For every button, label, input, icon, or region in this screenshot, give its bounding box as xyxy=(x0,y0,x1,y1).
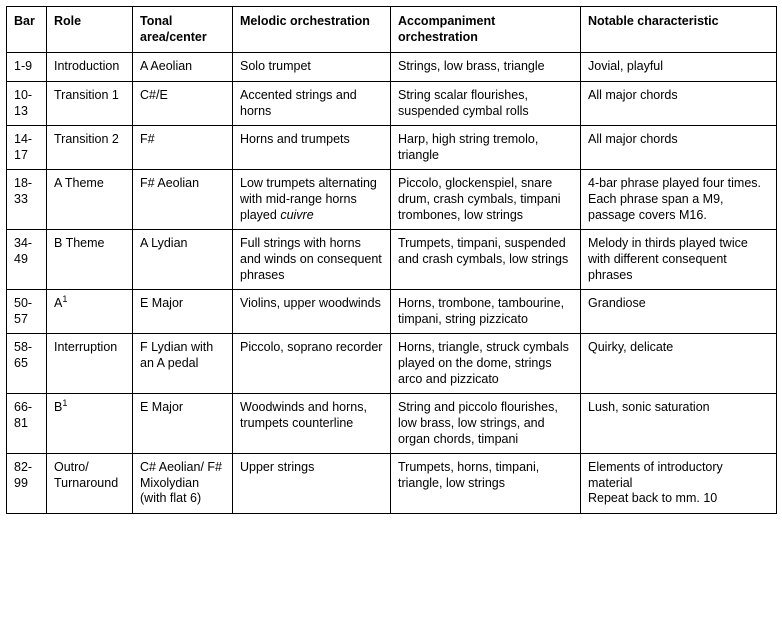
cell-melodic-orchestration: Solo trumpet xyxy=(233,53,391,82)
column-header-notable-characteristic: Notable characteristic xyxy=(581,7,777,53)
table-row xyxy=(7,394,777,454)
cell-accompaniment-orchestration: Strings, low brass, triangle xyxy=(391,53,581,82)
column-header-bar: Bar xyxy=(7,7,47,53)
cell-tonal-area: F Lydian with an A pedal xyxy=(133,334,233,394)
cell-tonal-area: E Major xyxy=(133,394,233,454)
cell-notable-characteristic: Jovial, playful xyxy=(581,53,777,82)
cell-accompaniment-orchestration: Harp, high string tremolo, triangle xyxy=(391,126,581,170)
cell-melodic-orchestration xyxy=(233,170,391,230)
cell-notable-characteristic: All major chords xyxy=(581,126,777,170)
table-header-row xyxy=(7,7,777,53)
role-label: A xyxy=(54,296,63,311)
column-header-accompaniment-orchestration: Accompaniment orchestration xyxy=(391,7,581,53)
cell-accompaniment-orchestration: String scalar flourishes, suspended cymbal rolls xyxy=(391,81,581,125)
cell-tonal-area: E Major xyxy=(133,290,233,334)
cell-role: A Theme xyxy=(47,170,133,230)
cell-accompaniment-orchestration: Trumpets, timpani, suspended and crash cymbals, low strings xyxy=(391,230,581,290)
cell-melodic-orchestration: Woodwinds and horns, trumpets counterline xyxy=(233,394,391,454)
cell-melodic-orchestration: Full strings with horns and winds on consequent phrases xyxy=(233,230,391,290)
cell-role xyxy=(47,290,133,334)
cell-bar: 34-49 xyxy=(7,230,47,290)
cell-melodic-orchestration: Horns and trumpets xyxy=(233,126,391,170)
cell-tonal-area: C#/E xyxy=(133,81,233,125)
cell-role: Introduction xyxy=(47,53,133,82)
cell-notable-characteristic: All major chords xyxy=(581,81,777,125)
column-header-melodic-orchestration: Melodic orchestration xyxy=(233,7,391,53)
melodic-text-a-theme: Low trumpets alternating with mid-range horns played cuivre xyxy=(240,176,377,222)
cell-role xyxy=(47,394,133,454)
column-header-tonal-area: Tonal area/center xyxy=(133,7,233,53)
table-row xyxy=(7,290,777,334)
cell-bar: 82-99 xyxy=(7,454,47,514)
cell-tonal-area: A Aeolian xyxy=(133,53,233,82)
cell-notable-characteristic: Grandiose xyxy=(581,290,777,334)
musical-form-analysis-table xyxy=(6,6,777,514)
cell-melodic-orchestration: Upper strings xyxy=(233,454,391,514)
role-label: B xyxy=(54,400,63,415)
cell-notable-characteristic: Quirky, delicate xyxy=(581,334,777,394)
table-row xyxy=(7,126,777,170)
cell-bar: 66-81 xyxy=(7,394,47,454)
table-row xyxy=(7,53,777,82)
cell-bar: 58-65 xyxy=(7,334,47,394)
cell-tonal-area: A Lydian xyxy=(133,230,233,290)
cell-role: Outro/ Turnaround xyxy=(47,454,133,514)
table-row xyxy=(7,81,777,125)
cell-notable-characteristic: 4-bar phrase played four times. Each phrase span a M9, passage covers M16. xyxy=(581,170,777,230)
cell-role: Interruption xyxy=(47,334,133,394)
role-superscript: 1 xyxy=(62,293,68,304)
cell-bar: 1-9 xyxy=(7,53,47,82)
cell-bar: 10-13 xyxy=(7,81,47,125)
melodic-italic-term: cuivre xyxy=(280,207,314,222)
cell-notable-characteristic xyxy=(581,454,777,514)
cell-melodic-orchestration: Accented strings and horns xyxy=(233,81,391,125)
cell-tonal-area: F# xyxy=(133,126,233,170)
column-header-role: Role xyxy=(47,7,133,53)
cell-accompaniment-orchestration: Piccolo, glockenspiel, snare drum, crash cymbals, timpani trombones, low strings xyxy=(391,170,581,230)
cell-bar: 18-33 xyxy=(7,170,47,230)
cell-bar: 50-57 xyxy=(7,290,47,334)
cell-notable-characteristic: Melody in thirds played twice with different consequent phrases xyxy=(581,230,777,290)
notable-line-2: Repeat back to mm. 10 xyxy=(588,491,718,506)
cell-melodic-orchestration: Violins, upper woodwinds xyxy=(233,290,391,334)
table-row xyxy=(7,334,777,394)
cell-accompaniment-orchestration: Horns, trombone, tambourine, timpani, string pizzicato xyxy=(391,290,581,334)
cell-notable-characteristic: Lush, sonic saturation xyxy=(581,394,777,454)
cell-bar: 14-17 xyxy=(7,126,47,170)
cell-tonal-area: F# Aeolian xyxy=(133,170,233,230)
cell-accompaniment-orchestration: Trumpets, horns, timpani, triangle, low strings xyxy=(391,454,581,514)
cell-accompaniment-orchestration: Horns, triangle, struck cymbals played on the dome, strings arco and pizzicato xyxy=(391,334,581,394)
cell-accompaniment-orchestration: String and piccolo flourishes, low brass, low strings, and organ chords, timpani xyxy=(391,394,581,454)
table-row xyxy=(7,230,777,290)
cell-role: Transition 2 xyxy=(47,126,133,170)
table-row xyxy=(7,170,777,230)
role-superscript: 1 xyxy=(62,398,68,409)
cell-tonal-area: C# Aeolian/ F# Mixolydian (with flat 6) xyxy=(133,454,233,514)
table-row xyxy=(7,454,777,514)
cell-role: B Theme xyxy=(47,230,133,290)
cell-melodic-orchestration: Piccolo, soprano recorder xyxy=(233,334,391,394)
notable-line-1: Elements of introductory material xyxy=(588,460,723,490)
cell-role: Transition 1 xyxy=(47,81,133,125)
